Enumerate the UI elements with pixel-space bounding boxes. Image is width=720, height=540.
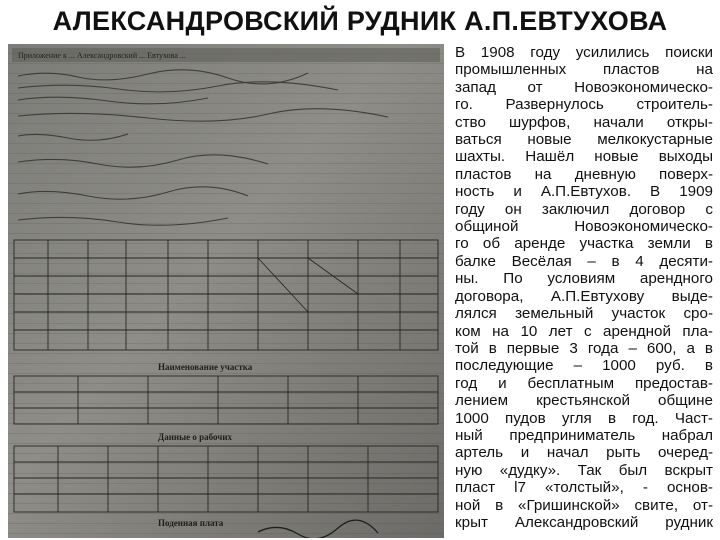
photo-section-1: Наименование участка [158, 362, 253, 372]
text-line: балке Весёлая – в 4 десяти- [455, 252, 713, 270]
text-line: го об аренде участка земли в [455, 235, 713, 253]
text-line: ный предприниматель набрал [455, 426, 713, 444]
text-line: ной в «Гришинской» свите, от- [455, 496, 713, 514]
text-line: лялся земельный участок сро- [455, 305, 713, 323]
page-title: АЛЕКСАНДРОВСКИЙ РУДНИК А.П.ЕВТУХОВА [52, 6, 668, 36]
text-line: артель и начал рыть очеред- [455, 444, 713, 462]
text-line: 1000 пудов угля в год. Част- [455, 409, 713, 427]
text-line: год и бесплатным предостав- [455, 374, 713, 392]
text-line: договора, А.П.Евтухову выде- [455, 287, 713, 305]
article-text [455, 44, 713, 531]
text-line: ную «дудку». Так был вскрыт [455, 461, 713, 479]
text-line: промышленных пластов на [455, 61, 713, 79]
text-line: ком на 10 лет с арендной пла- [455, 322, 713, 340]
text-line: го. Развернулось строитель- [455, 96, 713, 114]
text-line: году он заключил договор с [455, 200, 713, 218]
text-line: В 1908 году усилились поиски [455, 44, 713, 61]
text-line: шахты. Нашёл новые выходы [455, 148, 713, 166]
text-line: запад от Новоэкономическо- [455, 78, 713, 96]
text-line: пластов на дневную поверх- [455, 165, 713, 183]
text-line: ны. По условиям арендного [455, 270, 713, 288]
text-line: последующие – 1000 руб. в [455, 357, 713, 375]
text-line: ность и А.П.Евтухов. В 1909 [455, 183, 713, 201]
photo-section-3: Поденная плата [158, 518, 224, 528]
text-line: лением крестьянской общине [455, 392, 713, 410]
photo-header-line: Приложение к ... Александровский ... Евтухова ... [18, 51, 186, 60]
text-line: общиной Новоэкономическо- [455, 218, 713, 236]
text-line: пласт l7 «толстый», - основ- [455, 479, 713, 497]
text-line: ство шурфов, начали откры- [455, 113, 713, 131]
photo-section-2: Данные о рабочих [158, 432, 232, 442]
text-line: крыт Александровский рудник [455, 513, 713, 531]
archival-document-photo [8, 44, 444, 538]
text-line: той в первые 3 года – 600, а в [455, 339, 713, 357]
text-line: ваться новые мелкокустарные [455, 131, 713, 149]
